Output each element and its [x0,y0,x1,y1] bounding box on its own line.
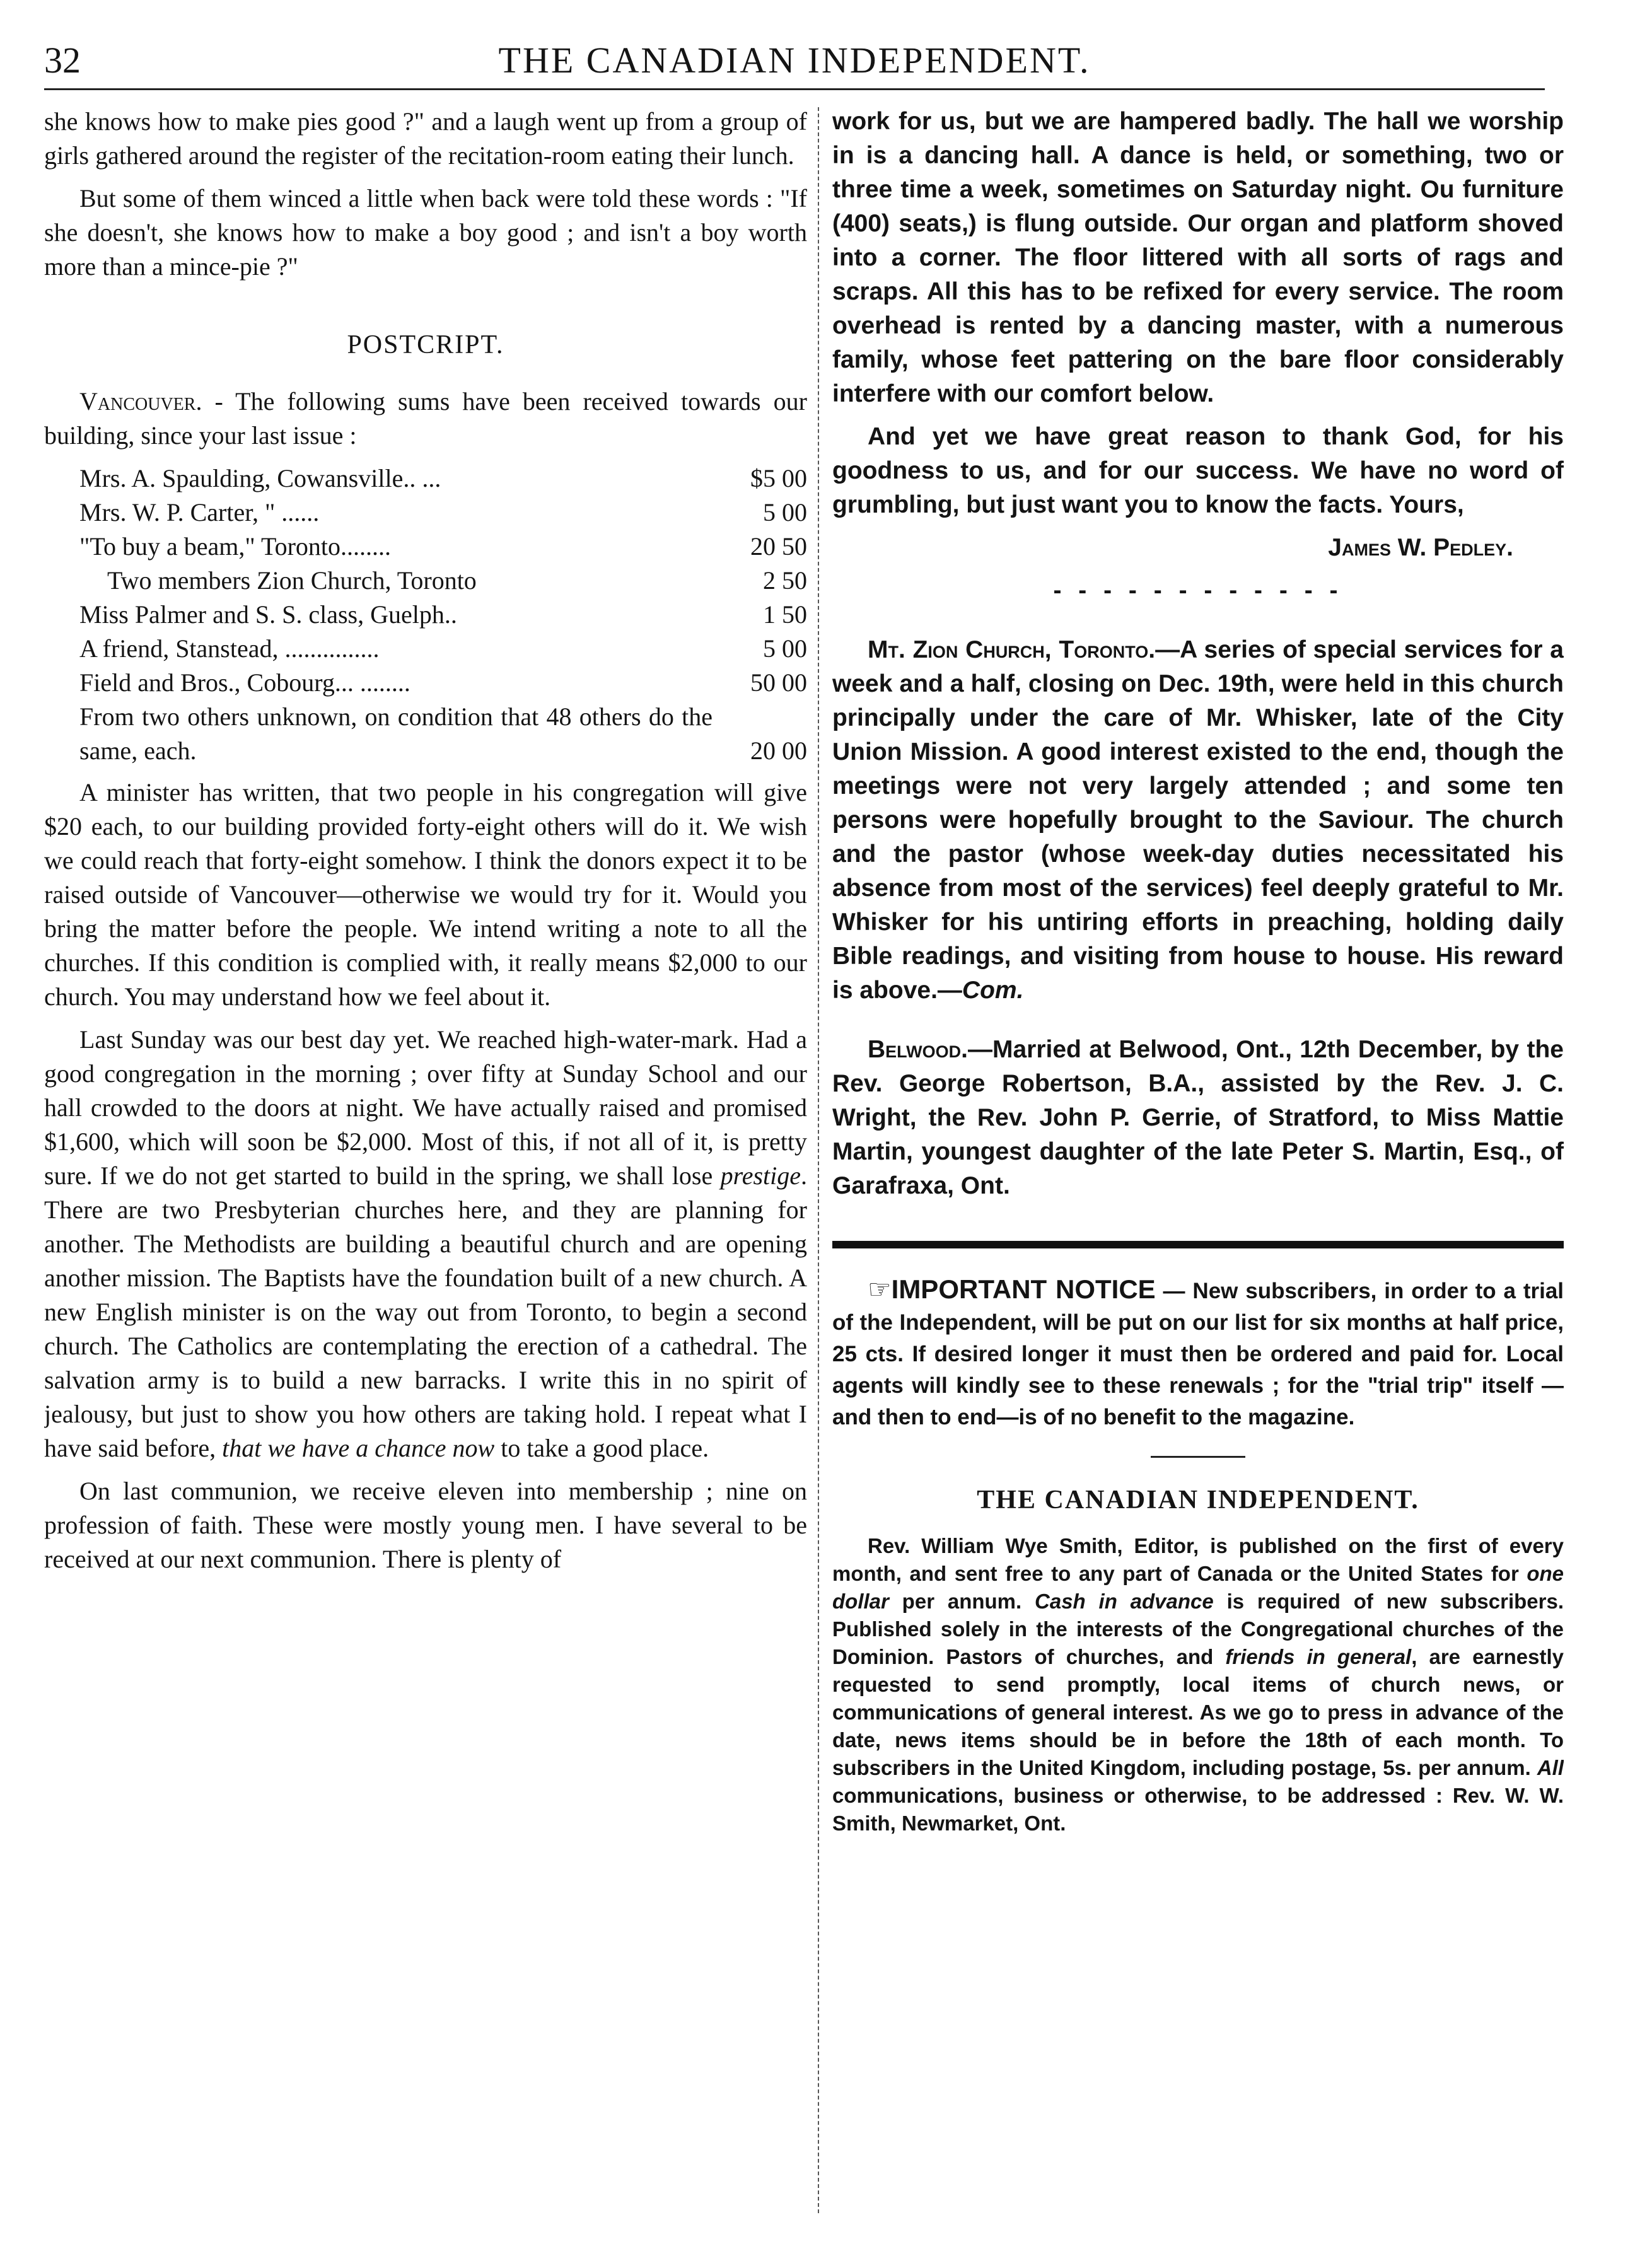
mt-zion-signature: Com. [962,977,1024,1004]
para4-text-b: . There are two Presbyterian churches here, and they are planning for another. The Methodists are building a beautiful church and are opening another mission. The Baptists have the foundation built of a new church. A new English minister is on the way out from Toronto, to begin a second church. The Catholics are contemplating the erection of a cathedral. The salvation army is to build a new barracks. I write this in no spirit of jealousy, but just to show you how others are taking hold. I repeat what I have said before, [44,1161,807,1462]
mag-cash-in-advance: Cash in advance [1035,1590,1214,1613]
vancouver-intro-text: - The following sums have been received towards our building, since your last issue : [44,387,807,450]
left-paragraph-4 [44,1023,807,1465]
signature: James W. Pedley. [1328,534,1513,561]
mt-zion-text: —A series of special services for a week and a half, closing on Dec. 19th, were held in this church principally under the care of Mr. Whisker, late of the City Union Mission. A good interest existed to the end, though the meetings were not very largely attended ; and some ten persons were hopefully brought to the Saviour. The church and the pastor (whose week-day duties necessitated his absence from most of the services) feel deeply grateful to Mr. Whisker for his untiring efforts in preaching, holding daily Bible readings, and visiting from house to house. His reward is above.— [832,636,1564,1004]
para4-text-c: to take a good place. [494,1434,709,1462]
ledger-donor: "To buy a beam," Toronto........ [79,532,392,561]
mag-all: All [1537,1756,1564,1779]
ledger-row [44,530,807,564]
left-paragraph-1: she knows how to make pies good ?" and a laugh went up from a group of girls gathered around the register of the recitation-room eating their lunch. [44,107,807,170]
vancouver-intro [44,385,807,453]
ledger-row [44,564,807,598]
section-separator: - - - - - - - - - - - - [1053,577,1343,604]
ledger-amount: 5 00 [763,498,807,526]
ledger-row [44,462,807,496]
thick-rule [832,1241,1564,1248]
magazine-title: THE CANADIAN INDEPENDENT. [977,1486,1419,1515]
mag-text-b: per annum. [888,1590,1035,1613]
mag-friends: friends in general [1225,1645,1412,1668]
mag-text-e: communications, business or otherwise, to be addressed : Rev. W. W. Smith, Newmarket, Ont. [832,1784,1564,1835]
ledger-note: From two others unknown, on condition that 48 others do the same, each. [79,702,713,765]
mag-one-dollar: one dollar [832,1562,1564,1613]
page-number: 32 [44,40,81,81]
postscript-heading: POSTCRIPT. [347,330,504,359]
right-column [832,105,1564,2226]
ledger-amount: 20 50 [750,532,807,561]
ledger-donor: A friend, Stanstead, ............... [79,634,380,663]
journal-title: THE CANADIAN INDEPENDENT. [498,40,1091,81]
ledger-donor: Field and Bros., Cobourg... ........ [79,668,410,697]
page-header [44,39,1545,90]
mt-zion-lead: Mt. Zion Church, Toronto. [868,636,1156,663]
right-paragraph-1: work for us, but we are hampered badly. The hall we worship in is a dancing hall. A dance is held, or something, two or three time a week, sometimes on Saturday night. Ou furniture (400) seats,) is flung outside. Our organ and platform shoved into a corner. The floor littered with all sorts of rags and scraps. All this has to be refixed for every service. The room overhead is rented by a dancing master, with a numerous family, whose feet pattering on the bare floor considerably interfere with our comfort below. [832,108,1564,407]
left-column [44,105,807,2226]
ledger-row [44,598,807,632]
short-rule [1151,1456,1245,1458]
mag-text-d: , are earnestly requested to send promptly, local items of church news, or communications of general interest. As we go to press in advance of the date, news items should be in before the 18th of each month. To subscribers in the United Kingdom, including postage, 5s. per annum. [832,1645,1564,1779]
para4-text-a: Last Sunday was our best day yet. We reached high-water-mark. Had a good congregation in the morning ; over fifty at Sunday School and our hall crowded to the doors at night. We have actually raised and promised $1,600, which will soon be $2,000. Most of this, if not all of it, is pretty sure. If we do not get started to build in the spring, we shall lose [44,1025,807,1190]
para4-prestige: prestige [720,1161,801,1190]
ledger-donor: Miss Palmer and S. S. class, Guelph.. [79,600,457,629]
belwood-text: —Married at Belwood, Ont., 12th December, by the Rev. George Robertson, B.A., assisted by the Rev. J. C. Wright, the Rev. John P. Gerrie, of Stratford, to Miss Mattie Martin, youngest daughter of the late Peter S. Martin, Esq., of Garafraxa, Ont. [832,1036,1564,1199]
header-rule [44,88,1545,90]
ledger-amount: 50 00 [750,668,807,697]
ledger-amount: 1 50 [763,600,807,629]
ledger-donor: Two members Zion Church, Toronto [107,566,477,595]
ledger-donor: Mrs. A. Spaulding, Cowansville.. ... [79,464,441,492]
left-paragraph-3: A minister has written, that two people in his congregation will give $20 each, to our building provided forty-eight others will do it. We wish we could reach that forty-eight somehow. I think the donors expect it to be raised outside of Vancouver—otherwise we would try for it. Would you bring the matter before the people. We intend writing a note to all the churches. If this condition is complied with, it really means $2,000 to our church. You may understand how we feel about it. [44,778,807,1011]
para4-emphasis: that we have a chance now [222,1434,495,1462]
mag-text-c: is required of new subscribers. Published solely in the interests of the Congregational churches of the Dominion. Pastors of churches, and [832,1590,1564,1668]
ledger-row-note [44,700,807,768]
important-notice-lead: ☞IMPORTANT NOTICE [868,1274,1156,1304]
donation-ledger [44,462,807,768]
ledger-row [44,666,807,700]
ledger-note-amount: 20 00 [750,736,807,765]
important-notice-text: — New subscribers, in order to a trial of the Independent, will be put on our list for six months at half price, 25 cts. If desired longer it must then be ordered and paid for. Local agents will kindly see to these renewals ; for the "trial trip" itself —and then to end—is of no benefit to the magazine. [832,1279,1564,1429]
important-notice [832,1274,1564,1433]
left-paragraph-2: But some of them winced a little when back were told these words : "If she doesn't, she knows how to make a boy good ; and isn't a boy worth more than a mince-pie ?" [44,184,807,281]
mt-zion-notice [832,633,1564,1008]
mag-text-a: Rev. William Wye Smith, Editor, is published on the first of every month, and sent free to any part of Canada or the United States for [832,1534,1564,1585]
ledger-row [44,632,807,666]
belwood-notice [832,1033,1564,1203]
magazine-info [832,1532,1564,1837]
column-divider [818,107,819,2213]
ledger-amount: 5 00 [763,634,807,663]
left-paragraph-5: On last communion, we receive eleven into membership ; nine on profession of faith. These were mostly young men. I have several to be received at our next communion. There is plenty of [44,1477,807,1573]
ledger-row [44,496,807,530]
vancouver-lead: Vancouver. [79,387,202,416]
right-paragraph-2: And yet we have great reason to thank God, for his goodness to us, and for our success. We have no word of grumbling, but just want you to know the facts. Yours, [832,423,1564,518]
ledger-amount: 2 50 [763,566,807,595]
belwood-lead: Belwood. [868,1036,968,1063]
ledger-donor: Mrs. W. P. Carter, " ...... [79,498,320,526]
ledger-amount: $5 00 [750,464,807,492]
